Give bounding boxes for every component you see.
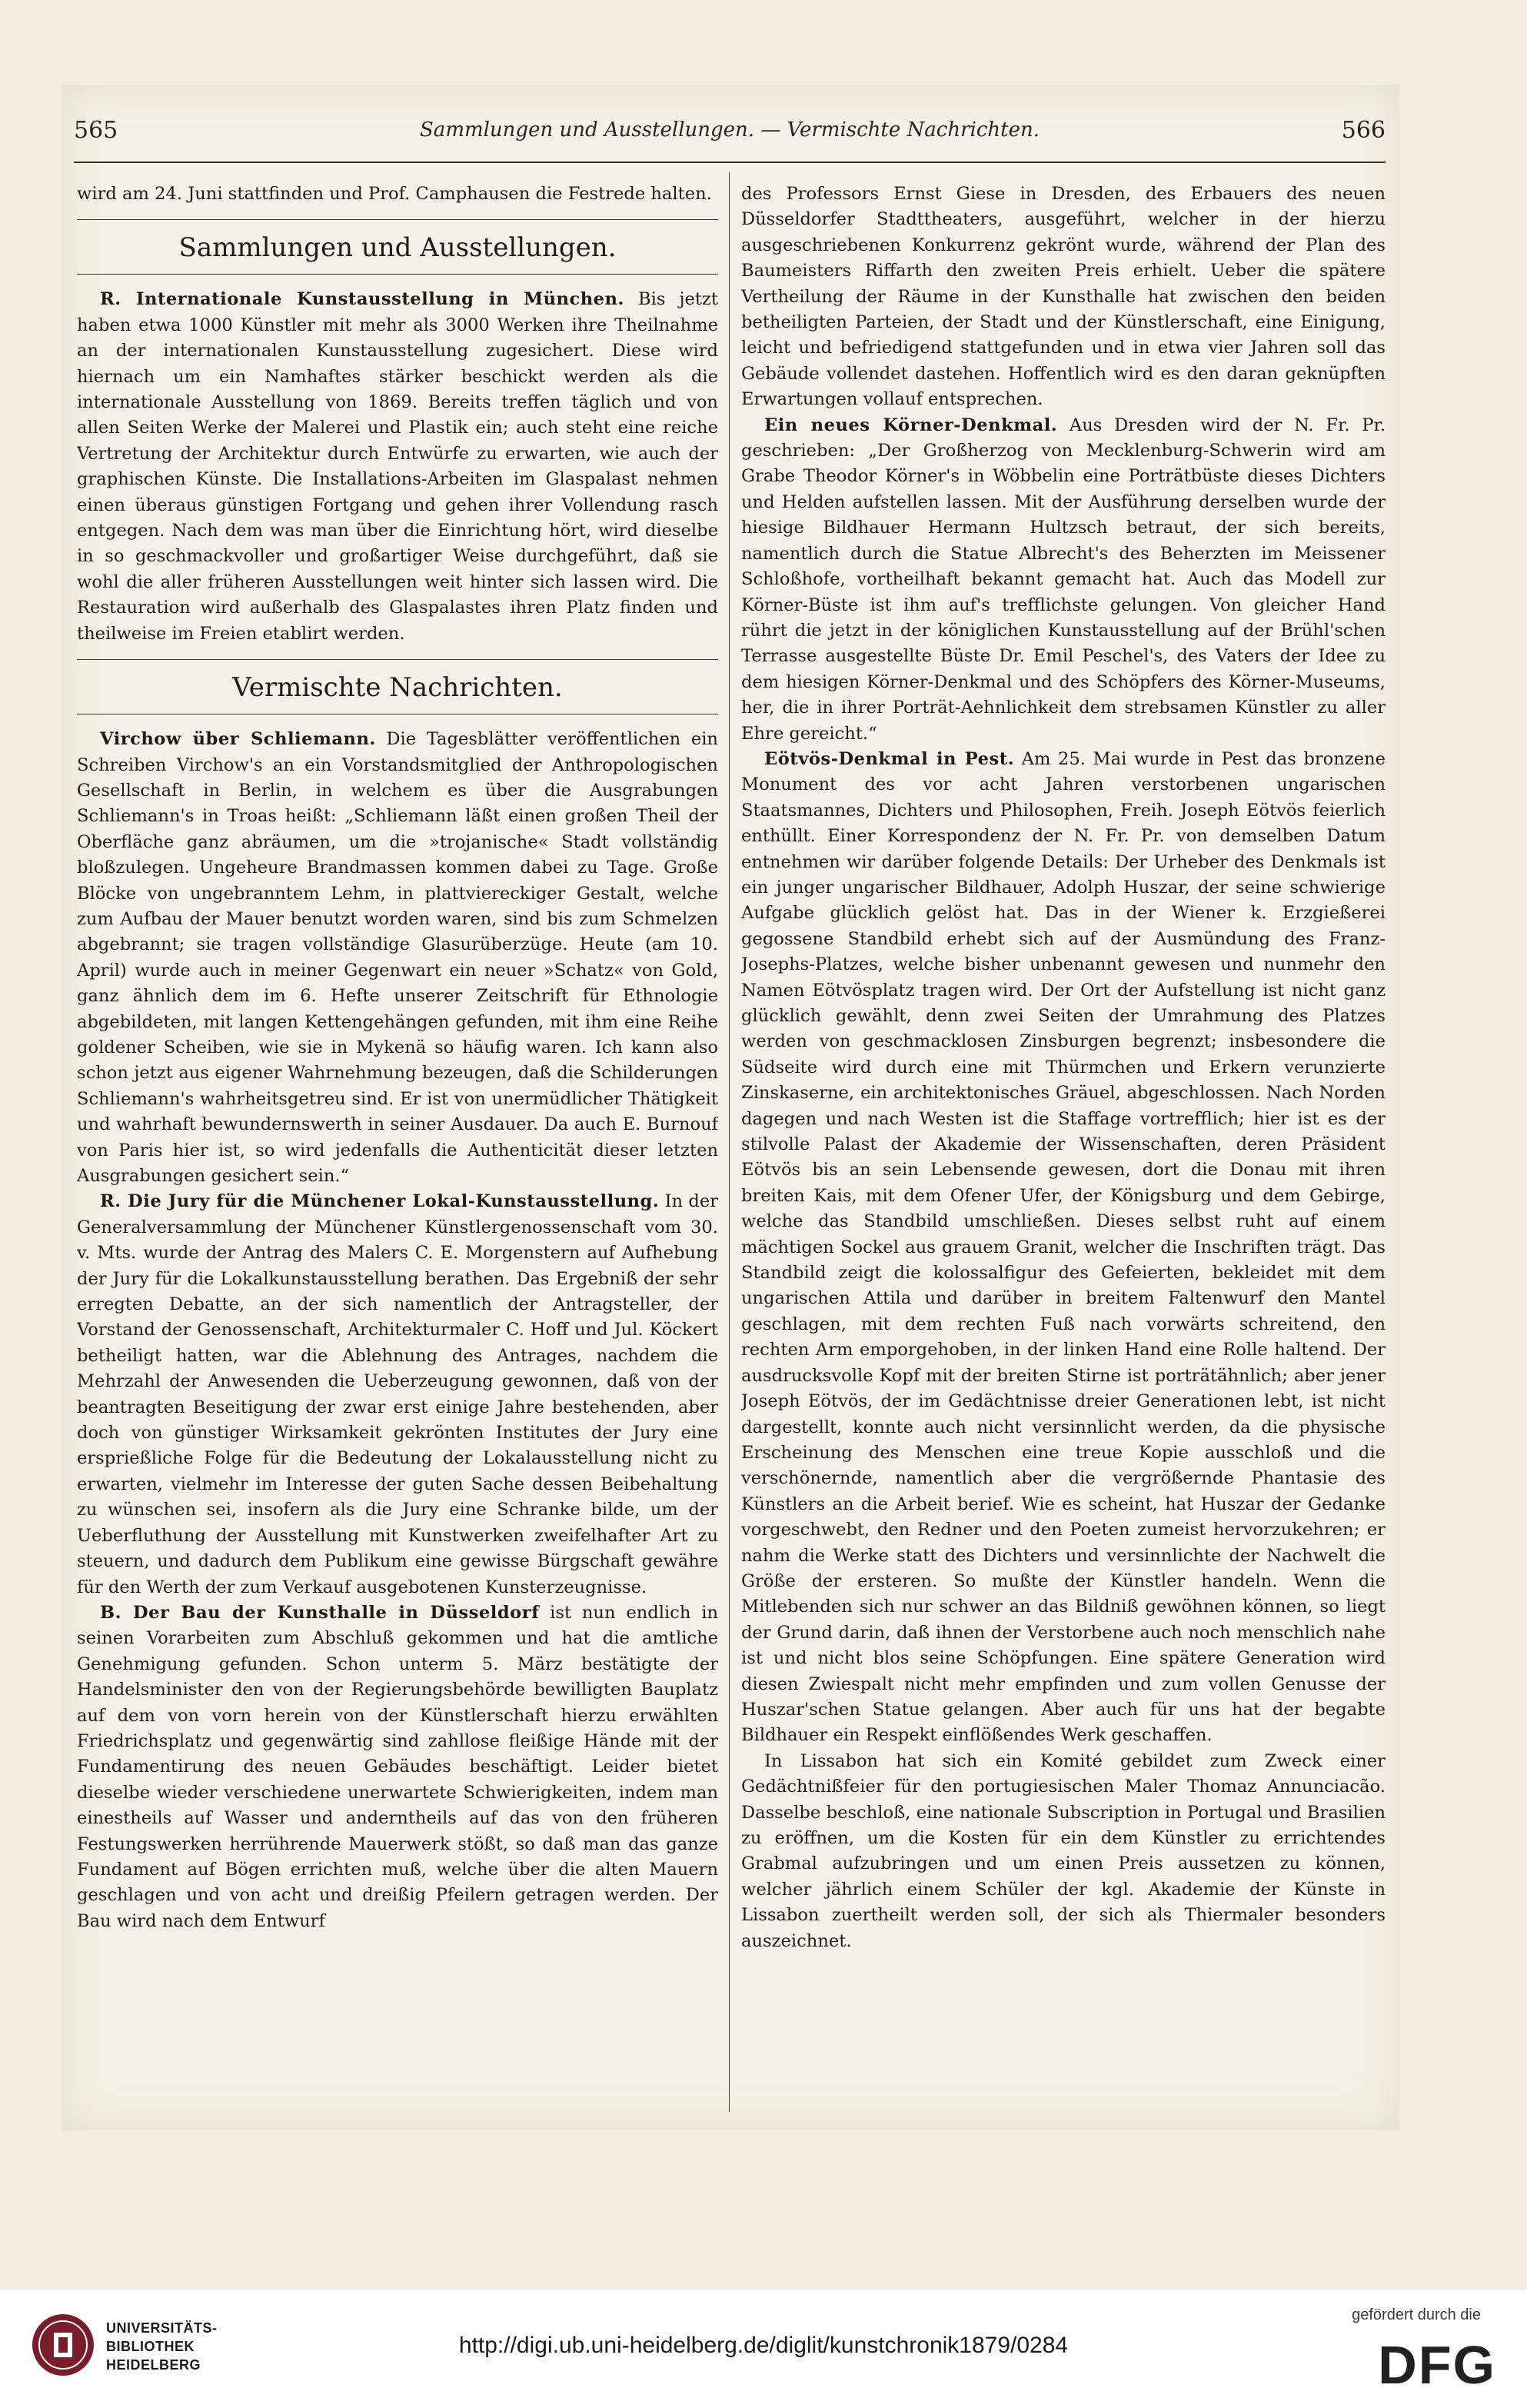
article-kunsthalle xyxy=(77,1600,718,1934)
article-body: In der Generalversammlung der Münchener Künstlergenossenschaft vom 30. v. Mts. wurde der Antrag des Malers C. E. Morgenstern auf Aufhebung der Jury für die Lokalkunstausstellung berathen. Das Ergebniß der sehr erregten Debatte, an der sich namentlich der Antragsteller, der Vorstand der Genossenschaft, Architekturmaler C. Hoff und Jul. Köckert betheiligt hatten, war die Ablehnung des Antrages, nachdem die Mehrzahl der Anwesenden die Ueberzeugung gewonnen, daß von der beantragten Beseitigung der zwar erst einige Jahre bestehenden, aber doch von günstiger Wirksamkeit gekrönten Institutes der Jury eine ersprießliche Folge für die Bedeutung der Lokalausstellung nicht zu erwarten, vielmehr im Interesse der guten Sache dessen Beibehaltung zu wünschen sei, insofern als die Jury eine Schranke bilde, um der Ueberfluthung der Ausstellung mit Kunstwerken zweifelhafter Art zu steuern, und dadurch dem Publikum eine gewisse Bürgschaft gewähre für den Werth der zum Verkauf ausgebotenen Kunsterzeugnisse. xyxy=(77,1191,718,1597)
article-kunsthalle-continued: des Professors Ernst Giese in Dresden, des Erbauers des neuen Düsseldorfer Stadttheaters, ausgeführt, welcher in der hierzu ausgeschriebenen Konkurrenz gekrönt wurde, während der Plan des Baumeisters Riffarth den zweiten Preis erhielt. Ueber die spätere Vertheilung der Räume in der Kunsthalle hat zwischen den beiden betheiligten Parteien, der Stadt und der Künstlerschaft, eine Einigung, leicht und befriedigend stattgefunden und in etwa vier Jahren soll das Gebäude vollendet dastehen. Hoffentlich wird es den daran geknüpften Erwartungen vollauf entsprechen. xyxy=(741,184,1386,410)
header-rule xyxy=(74,162,1386,163)
permalink-url[interactable]: http://digi.ub.uni-heidelberg.de/diglit/kunstchronik1879/0284 xyxy=(458,2333,1069,2358)
library-name: UNIVERSITÄTS- BIBLIOTHEK HEIDELBERG xyxy=(106,2320,218,2373)
article-jury xyxy=(77,1189,718,1600)
viewer-footer xyxy=(0,2289,1527,2408)
left-column xyxy=(77,182,718,2104)
section-heading-sammlungen: Sammlungen und Ausstellungen. xyxy=(77,219,718,275)
article-body: ist nun endlich in seinen Vorarbeiten zum Abschluß gekommen und hat die amtliche Genehmigung gefunden. Schon unterm 5. März bestätigte der Handelsminister den von der Regierungsbehörde bewilligten Bauplatz auf dem von vorn herein von der Künstlerschaft hierzu erwählten Friedrichsplatz und gegenwärtig sind zahllose fleißige Hände mit der Fundamentirung des neuen Gebäudes beschäftigt. Leider bietet dieselbe wieder verschiedene unerwartete Schwierigkeiten, indem man einestheils auf Wasser und anderntheils auf das von den früheren Festungswerken herrührende Mauerwerk stößt, so daß man das ganze Fundament auf Bögen errichten muß, welche über die alten Mauern geschlagen und von acht und dreißig Pfeilern getragen werden. Der Bau wird nach dem Entwurf xyxy=(77,1602,718,1931)
article-koerner xyxy=(741,413,1386,747)
article-eoetvoes xyxy=(741,747,1386,1749)
article-lead: R. Internationale Kunstausstellung in München. xyxy=(100,289,624,310)
running-head xyxy=(74,117,1386,160)
section-heading-vermischte: Vermischte Nachrichten. xyxy=(77,659,718,714)
article-lissabon: In Lissabon hat sich ein Komité gebildet zum Zweck einer Gedächtnißfeier für den portugiesischen Maler Thomaz Annunciacão. Dasselbe beschloß, eine nationale Subscription in Portugal und Brasilien zu eröffnen, um die Kosten für ein dem Künstler zu errichtendes Grabmal aufzubringen und um einen Preis aussetzen zu können, welcher jährlich einem Schüler der kgl. Akademie der Künste in Lissabon zuertheilt werden soll, der sich als Thiermaler besonders auszeichnet. xyxy=(741,1750,1386,1951)
article-body: Am 25. Mai wurde in Pest das bronzene Monument des vor acht Jahren verstorbenen ungarischen Staatsmannes, Dichters und Philosophen, Freih. Joseph Eötvös feierlich enthüllt. Einer Korrespondenz der N. Fr. Pr. von demselben Datum entnehmen wir darüber folgende Details: Der Urheber des Denkmals ist ein junger ungarischer Bildhauer, Adolph Huszar, der seine schwierige Aufgabe glücklich gelöst hat. Das in der Wiener k. Erzgießerei gegossene Standbild erhebt sich auf der Ausmündung des Franz-Josephs-Platzes, welche bisher unbenannt gewesen und nunmehr den Namen Eötvösplatz tragen wird. Der Ort der Aufstellung ist nicht ganz glücklich gewählt, denn zwei Seiten der Umrahmung des Platzes werden von geschmacklosen Zinsburgen begrenzt; insbesondere die Südseite wird durch eine mit Thürmchen und Erkern verunzierte Zinskaserne, ein architektonisches Gräuel, abgeschlossen. Nach Norden dagegen und nach Westen ist die Staffage vortrefflich; hier ist es der stilvolle Palast der Akademie der Wissenschaften, deren Präsident Eötvös bis an sein Lebensende gewesen, dort die Donau mit ihren breiten Kais, mit dem Ofener Ufer, der Königsburg und dem Gebirge, welche das Standbild umschließen. Dieses selbst ruht auf einem mächtigen Sockel aus grauem Granit, welcher die Inschriften trägt. Das Standbild zeigt die kolossalfigur des Gefeierten, bekleidet mit dem ungarischen Attila und darüber in breitem Faltenwurf den Mantel geschlagen, mit dem rechten Fuß nach vorwärts schreitend, den rechten Arm emporgehoben, in der linken Hand eine Rolle haltend. Der ausdrucksvolle Kopf mit der breiten Stirne ist porträtähnlich; aber jener Joseph Eötvös, der im Gedächtnisse dreier Generationen lebt, ist nicht dargestellt, konnte auch nicht versinnlicht werden, da die physische Erscheinung des Menschen eine treue Kopie ausschloß und die verschönernde, namentlich aber die vergrößernde Phantasie des Künstlers an die Arbeit berief. Wie es scheint, hat Huszar der Gedanke vorgeschwebt, den Redner und den Poeten zumeist hervorzukehren; er nahm die Werke statt des Dichters und versinnlichte der Nachwelt die Größe der ersteren. So mußte der Künstler handeln. Wenn die Mitlebenden sich nur schwer an das Bildniß gewöhnen können, so liegt der Grund darin, daß ihnen der Verstorbene auch noch menschlich nahe ist und nicht blos seine Schöpfungen. Eine spätere Generation wird diesen Zwiespalt nicht mehr empfinden und zum vollen Genusse der Huszar'schen Statue gelangen. Aber auch für uns hat der begabte Bildhauer ein Respekt einflößendes Werk geschaffen. xyxy=(741,748,1386,1746)
article-lead: R. Die Jury für die Münchener Lokal-Kunstausstellung. xyxy=(100,1191,660,1212)
funded-by-label: gefördert durch die xyxy=(1352,2306,1481,2323)
right-column xyxy=(741,182,1386,2104)
dfg-logo: DFG xyxy=(1378,2335,1496,2395)
running-title: Sammlungen und Ausstellungen. — Vermischte Nachrichten. xyxy=(420,118,1040,142)
article-lead: Eötvös-Denkmal in Pest. xyxy=(764,748,1015,769)
article-lead: Ein neues Körner-Denkmal. xyxy=(764,415,1058,435)
article-munich-exhibition xyxy=(77,287,718,647)
column-divider xyxy=(729,172,730,2112)
article-lead: B. Der Bau der Kunsthalle in Düsseldorf xyxy=(100,1602,540,1623)
intro-paragraph: wird am 24. Juni stattfinden und Prof. Camphausen die Festrede halten. xyxy=(77,184,712,204)
article-virchow xyxy=(77,727,718,1189)
page-number-left: 565 xyxy=(74,117,118,144)
article-body: Aus Dresden wird der N. Fr. Pr. geschrieben: „Der Großherzog von Mecklenburg-Schwerin wird am Grabe Theodor Körner's in Wöbbelin eine Porträtbüste dieses Dichters und Helden aufstellen lassen. Mit der Ausführung derselben wurde der hiesige Bildhauer Hermann Hultzsch betraut, der sich bereits, namentlich durch die Statue Albrecht's des Beherzten im Meissener Schloßhofe, vortheilhaft bekannt gemacht hat. Auch das Modell zur Körner-Büste ist ihm auf's trefflichste gelungen. Von gleicher Hand rührt die jetzt in der königlichen Kunstausstellung auf der Brühl'schen Terrasse ausgestellte Büste Dr. Emil Peschel's, des Vaters der Idee zu dem hiesigen Körner-Denkmal und des Schöpfers des Körner-Museums, her, die in ihrer Porträt-Aehnlichkeit dem strebsamen Künstler zu aller Ehre gereicht.“ xyxy=(741,415,1386,744)
article-body: Bis jetzt haben etwa 1000 Künstler mit mehr als 3000 Werken ihre Theilnahme an der internationalen Kunstausstellung zugesichert. Diese wird hiernach um ein Namhaftes stärker beschickt werden als die internationale Ausstellung von 1869. Bereits treffen täglich und von allen Seiten Werke der Malerei und Plastik ein; auch steht eine reiche Vertretung der Architektur durch Entwürfe zu erwarten, wie auch der graphischen Künste. Die Installations-Arbeiten im Glaspalast nehmen einen überaus günstigen Fortgang und gehen ihrer Vollendung rasch entgegen. Nach dem was man über die Einrichtung hört, wird dieselbe in so geschmackvoller und großartiger Weise durchgeführt, daß sie wohl die aller früheren Ausstellungen weit hinter sich lassen wird. Die Restauration wird außerhalb des Glaspalastes ihren Platz finden und theilweise im Freien etablirt werden. xyxy=(77,289,718,644)
article-lead: Virchow über Schliemann. xyxy=(100,729,376,750)
page-number-right: 566 xyxy=(1341,117,1386,144)
article-body: Die Tagesblätter veröffentlichen ein Schreiben Virchow's an ein Vorstandsmitglied der Anthropologischen Gesellschaft in Berlin, in welchem es über die Ausgrabungen Schliemann's in Troas heißt: „Schliemann läßt einen großen Theil der Oberfläche ganz abräumen, um die »trojanische« Stadt vollständig bloßzulegen. Ungeheure Brandmassen kommen dabei zu Tage. Große Blöcke von ungebranntem Lehm, in plattviereckiger Gestalt, welche zum Aufbau der Mauer benutzt worden waren, sind bis zum Schmelzen abgebrannt; sie tragen vollständige Glasurüberzüge. Heute (am 10. April) wurde auch in meiner Gegenwart ein neuer »Schatz« von Gold, ganz ähnlich dem im 6. Hefte unserer Zeitschrift für Ethnologie abgebildeten, mit langen Kettengehängen gefunden, mit ihm eine Reihe goldener Scheiben, wie sie in Mykenä so häufig waren. Ich kann also schon jetzt aus eigener Wahrnehmung bezeugen, daß die Schilderungen Schliemann's wahrheitsgetreu sind. Er ist von unermüdlicher Thätigkeit und wahrhaft bewundernswerth in seiner Ausdauer. Da auch E. Burnouf von Paris hier ist, so wird jedenfalls die Authenticität dieser letzten Ausgrabungen gesichert sein.“ xyxy=(77,729,718,1186)
